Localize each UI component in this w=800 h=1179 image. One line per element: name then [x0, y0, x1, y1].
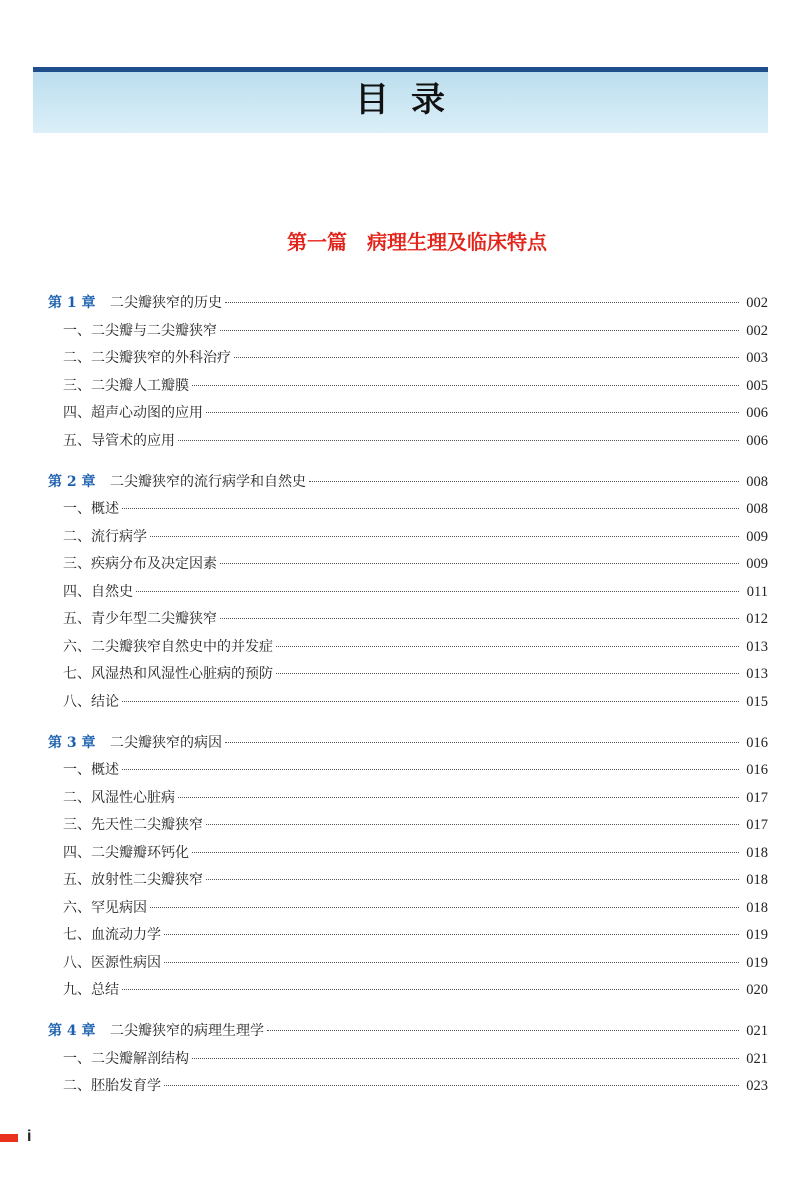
section-row [48, 579, 768, 607]
chapter-row [48, 1018, 768, 1046]
section-row [48, 950, 768, 978]
chapter-title: 二尖瓣狭窄的病因 [110, 734, 222, 751]
page-number: 021 [746, 1050, 768, 1067]
section-row [48, 606, 768, 634]
page-number: 008 [746, 501, 768, 517]
section-row [48, 661, 768, 689]
dot-leader [276, 673, 739, 674]
section-row [48, 812, 768, 840]
dot-leader [136, 591, 739, 592]
page-number: 016 [746, 762, 768, 778]
section-title: 一、二尖瓣与二尖瓣狭窄 [63, 322, 217, 339]
chapter-row [48, 469, 768, 497]
dot-leader [220, 618, 739, 619]
section-title: 五、青少年型二尖瓣狭窄 [63, 611, 217, 627]
section-row [48, 922, 768, 950]
table-of-contents [48, 290, 768, 1101]
section-row [48, 1046, 768, 1074]
section-title: 三、疾病分布及决定因素 [63, 556, 217, 572]
section-row [48, 757, 768, 785]
section-title: 一、概述 [63, 762, 119, 778]
section-title: 五、导管术的应用 [63, 432, 175, 449]
page-number: 011 [746, 583, 768, 600]
section-row [48, 373, 768, 401]
chapter-row [48, 290, 768, 318]
page-number: 005 [746, 377, 768, 394]
section-title: 八、结论 [63, 693, 119, 710]
section-row [48, 634, 768, 662]
page-number: 019 [746, 954, 768, 971]
section-row [48, 689, 768, 717]
dot-leader [122, 769, 739, 770]
page-number: 006 [746, 432, 768, 449]
dot-leader [225, 742, 739, 743]
section-title: 七、风湿热和风湿性心脏病的预防 [63, 666, 273, 682]
page-number: 017 [746, 789, 768, 806]
part-heading [0, 228, 800, 256]
folio-marker: i [27, 1128, 32, 1145]
page-number: 008 [746, 473, 768, 490]
chapter-label: 第 2 章 [48, 473, 96, 490]
page-number: 012 [746, 611, 768, 627]
dot-leader [164, 1085, 739, 1086]
section-title: 三、先天性二尖瓣狭窄 [63, 817, 203, 833]
page-number: 018 [746, 872, 768, 888]
chapter-label: 第 3 章 [48, 734, 96, 751]
footer-accent-bar [0, 1134, 18, 1142]
dot-leader [164, 934, 739, 935]
section-row [48, 524, 768, 552]
dot-leader [234, 357, 739, 358]
page-title: 目录 [355, 80, 467, 120]
dot-leader [206, 412, 739, 413]
page-number: 017 [746, 817, 768, 833]
dot-leader [267, 1030, 739, 1031]
chapter-title: 二尖瓣狭窄的流行病学和自然史 [110, 473, 306, 490]
dot-leader [122, 989, 739, 990]
dot-leader [178, 797, 739, 798]
page-number: 020 [746, 982, 768, 998]
chapter-title: 二尖瓣狭窄的病理生理学 [110, 1023, 264, 1039]
page-number: 016 [746, 734, 768, 751]
section-row [48, 1073, 768, 1101]
section-title: 六、二尖瓣狭窄自然史中的并发症 [63, 638, 273, 655]
dot-leader [192, 852, 739, 853]
dot-leader [164, 962, 739, 963]
section-title: 一、概述 [63, 501, 119, 517]
section-row [48, 867, 768, 895]
page-number: 003 [746, 350, 768, 366]
page-number: 002 [746, 322, 768, 339]
dot-leader [122, 701, 739, 702]
page-number: 013 [746, 666, 768, 682]
dot-leader [122, 508, 739, 509]
page-number: 009 [746, 528, 768, 545]
dot-leader [192, 1058, 739, 1059]
part-number: 第一篇 [287, 230, 347, 254]
section-row [48, 318, 768, 346]
dot-leader [150, 536, 739, 537]
section-title: 二、流行病学 [63, 528, 147, 545]
page-number: 018 [746, 844, 768, 861]
dot-leader [309, 481, 739, 482]
page-number: 013 [746, 638, 768, 655]
section-title: 二、胚胎发育学 [63, 1078, 161, 1094]
dot-leader [192, 385, 739, 386]
chapter-label: 第 4 章 [48, 1023, 96, 1039]
section-title: 七、血流动力学 [63, 927, 161, 943]
dot-leader [220, 563, 739, 564]
dot-leader [225, 302, 739, 303]
section-title: 四、超声心动图的应用 [63, 405, 203, 421]
dot-leader [178, 440, 739, 441]
section-row [48, 551, 768, 579]
dot-leader [206, 824, 739, 825]
section-row [48, 428, 768, 456]
page-number: 002 [746, 295, 768, 311]
chapter-row [48, 730, 768, 758]
dot-leader [206, 879, 739, 880]
section-row [48, 496, 768, 524]
page-number: 006 [746, 405, 768, 421]
page-number: 015 [746, 693, 768, 710]
page-number: 023 [746, 1078, 768, 1094]
section-row [48, 977, 768, 1005]
section-title: 三、二尖瓣人工瓣膜 [63, 377, 189, 394]
section-title: 九、总结 [63, 982, 119, 998]
section-title: 二、二尖瓣狭窄的外科治疗 [63, 350, 231, 366]
section-title: 四、自然史 [63, 583, 133, 600]
dot-leader [220, 330, 739, 331]
section-row [48, 345, 768, 373]
part-title: 病理生理及临床特点 [367, 230, 547, 254]
section-row [48, 785, 768, 813]
chapter-label: 第 1 章 [48, 295, 96, 311]
section-title: 六、罕见病因 [63, 899, 147, 916]
dot-leader [150, 907, 739, 908]
section-title: 八、医源性病因 [63, 954, 161, 971]
page-number: 019 [746, 927, 768, 943]
section-row [48, 895, 768, 923]
chapter-title: 二尖瓣狭窄的历史 [110, 295, 222, 311]
section-row [48, 840, 768, 868]
page-number: 018 [746, 899, 768, 916]
page-number: 021 [746, 1023, 768, 1039]
section-title: 二、风湿性心脏病 [63, 789, 175, 806]
section-title: 五、放射性二尖瓣狭窄 [63, 872, 203, 888]
section-title: 四、二尖瓣瓣环钙化 [63, 844, 189, 861]
dot-leader [276, 646, 739, 647]
section-title: 一、二尖瓣解剖结构 [63, 1050, 189, 1067]
page-number: 009 [746, 556, 768, 572]
section-row [48, 400, 768, 428]
